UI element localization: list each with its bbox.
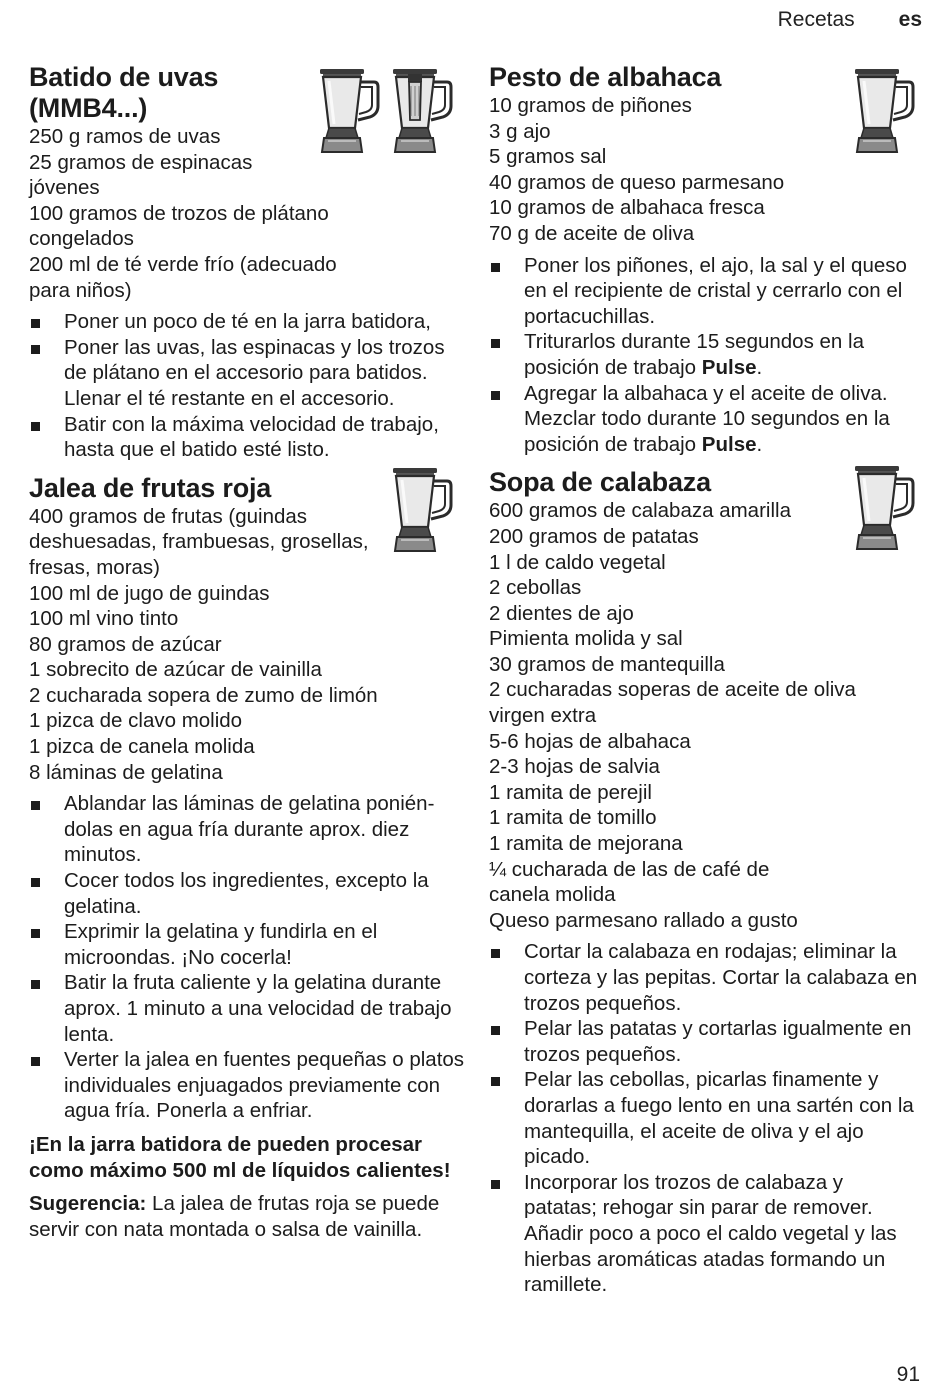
step: Exprimir la gelatina y fundirla en el microondas. ¡No cocerla! bbox=[29, 919, 469, 970]
ingredient: 25 gramos de espinacas bbox=[29, 150, 253, 174]
step-text: Agregar la albahaca y el aceite de oliva. Mezclar todo durante 10 segundos en la posición de trabajo bbox=[524, 381, 890, 456]
recipe-pesto bbox=[489, 62, 921, 457]
ingredient: 600 gramos de calabaza amarilla bbox=[489, 499, 791, 523]
warning-note: ¡En la jarra batidora de pueden procesar como máximo 500 ml de líquidos calientes! bbox=[29, 1132, 451, 1182]
step: Incorporar los trozos de calabaza y patatas; rehogar sin parar de remover. Añadir poco a poco el caldo vegetal y las hierbas aromáticas atadas formando un ramillete. bbox=[489, 1170, 921, 1298]
ingredient: 2 dientes de ajo bbox=[489, 601, 634, 625]
running-header bbox=[778, 8, 922, 32]
recipe-jalea bbox=[29, 473, 469, 1243]
section-label: Recetas bbox=[777, 8, 855, 31]
step: Poner un poco de té en la jarra batidora, bbox=[29, 309, 469, 335]
ingredient: 1 ramita de perejil bbox=[489, 780, 652, 804]
title-line-1: Batido de uvas bbox=[29, 62, 219, 92]
step-list bbox=[489, 939, 921, 1297]
step: Ablandar las láminas de gelatina poniéndolas en agua fría durante aprox. diez minutos. bbox=[29, 791, 469, 868]
left-column bbox=[29, 62, 469, 1242]
ingredient: 10 gramos de albahaca fresca bbox=[489, 196, 765, 220]
pulse-setting: Pulse bbox=[701, 432, 757, 456]
ingredient: 1 pizca de canela molida bbox=[29, 735, 255, 759]
recipe-title: Pesto de albahaca bbox=[489, 62, 722, 92]
ingredient: 1 sobrecito de azúcar de vainilla bbox=[29, 658, 322, 682]
ingredient: 70 g de aceite de oliva bbox=[489, 221, 695, 245]
ingredient: 2 cucharada sopera de zumo de limón bbox=[29, 683, 378, 707]
ingredient: congelados bbox=[29, 227, 134, 251]
step: Batir con la máxima velocidad de trabajo, hasta que el batido esté listo. bbox=[29, 412, 469, 463]
step-end: . bbox=[756, 432, 763, 456]
ingredient: Pimienta molida y sal bbox=[489, 627, 683, 651]
ingredient: 2-3 hojas de salvia bbox=[489, 755, 660, 779]
step-list bbox=[29, 309, 469, 463]
ingredient: canela molida bbox=[489, 883, 616, 907]
step: Cortar la calabaza en rodajas; eliminar la corteza y las pepitas. Cortar la calabaza en trozos pequeños. bbox=[489, 939, 921, 1016]
tip-text: La jalea de frutas roja se puede servir con nata montada o salsa de vainilla. bbox=[29, 1192, 440, 1241]
recipe-title: Jalea de frutas roja bbox=[29, 472, 272, 503]
ingredient: 200 ml de té verde frío (adecuado bbox=[29, 252, 337, 276]
step: Cocer todos los ingredientes, excepto la gelatina. bbox=[29, 868, 469, 919]
ingredient: 250 g ramos de uvas bbox=[29, 125, 221, 148]
ingredient: 400 gramos de frutas (guindas bbox=[29, 504, 308, 528]
step: Pelar las cebollas, picarlas finamente y dorarlas a fuego lento en una sartén con la mantequilla, el aceite de oliva y el ajo picado. bbox=[489, 1067, 921, 1169]
step bbox=[489, 381, 921, 458]
blender-icon bbox=[849, 68, 921, 154]
ingredient: 1 ramita de mejorana bbox=[489, 832, 683, 856]
blender-icon bbox=[314, 68, 386, 154]
ingredient-list bbox=[489, 498, 921, 933]
ingredient: ¼ cucharada de las de café de bbox=[489, 857, 770, 881]
recipe-batido bbox=[29, 62, 469, 463]
step: Poner los piñones, el ajo, la sal y el queso en el recipiente de cristal y cerrarlo con el portacuchillas. bbox=[489, 253, 921, 330]
step-list bbox=[29, 791, 469, 1124]
smoothie-blender-icon bbox=[387, 68, 459, 154]
ingredient: 100 ml vino tinto bbox=[29, 607, 179, 631]
tip-note bbox=[29, 1191, 469, 1242]
ingredient: virgen extra bbox=[489, 704, 597, 728]
language-code: es bbox=[898, 8, 922, 31]
step-end: . bbox=[756, 355, 763, 379]
ingredient: deshuesadas, frambuesas, grosellas, bbox=[29, 530, 369, 554]
ingredient: 3 g ajo bbox=[489, 119, 551, 143]
tip-label: Sugerencia: bbox=[29, 1192, 147, 1216]
ingredient: para niños) bbox=[29, 278, 132, 302]
ingredient: 8 láminas de gelatina bbox=[29, 760, 223, 784]
recipe-sopa bbox=[489, 467, 921, 1297]
ingredient: fresas, moras) bbox=[29, 555, 160, 579]
ingredient: 40 gramos de queso parmesano bbox=[489, 170, 785, 194]
ingredient: 1 pizca de clavo molido bbox=[29, 709, 243, 733]
blender-icon bbox=[849, 465, 921, 551]
step-text: Triturarlos durante 15 segundos en la posición de trabajo bbox=[524, 330, 864, 379]
step: Verter la jalea en fuentes pequeñas o platos individuales enjuagados previamente con agua fría. Ponerla a enfriar. bbox=[29, 1047, 469, 1124]
ingredient: jóvenes bbox=[29, 176, 100, 200]
ingredient: Queso parmesano rallado a gusto bbox=[489, 908, 798, 932]
step: Batir la fruta caliente y la gelatina durante aprox. 1 minuto a una velocidad de trabajo lenta. bbox=[29, 970, 469, 1047]
page-number: 91 bbox=[896, 1363, 920, 1386]
ingredient: 80 gramos de azúcar bbox=[29, 632, 222, 656]
step: Pelar las patatas y cortarlas igualmente en trozos pequeños. bbox=[489, 1016, 921, 1067]
step-list bbox=[489, 253, 921, 458]
pulse-setting: Pulse bbox=[701, 355, 757, 379]
ingredient: 5 gramos sal bbox=[489, 145, 607, 169]
ingredient: 1 l de caldo vegetal bbox=[489, 550, 666, 574]
ingredient: 200 gramos de patatas bbox=[489, 524, 699, 548]
ingredient: 5-6 hojas de albahaca bbox=[489, 729, 691, 753]
ingredient: 10 gramos de piñones bbox=[489, 94, 692, 117]
title-line-2: (MMB4...) bbox=[29, 93, 148, 123]
ingredient: 1 ramita de tomillo bbox=[489, 806, 657, 830]
ingredient: 100 ml de jugo de guindas bbox=[29, 581, 270, 605]
recipe-title: Sopa de calabaza bbox=[489, 467, 711, 498]
ingredient: 2 cebollas bbox=[489, 576, 582, 600]
step bbox=[489, 329, 921, 380]
ingredient: 30 gramos de mantequilla bbox=[489, 652, 725, 676]
ingredient: 2 cucharadas soperas de aceite de oliva bbox=[489, 678, 856, 702]
ingredient: 100 gramos de trozos de plátano bbox=[29, 201, 329, 225]
right-column bbox=[489, 62, 921, 1298]
step: Poner las uvas, las espinacas y los trozos de plátano en el accesorio para batidos. Llenar el té restante en el accesorio. bbox=[29, 335, 469, 412]
blender-icon bbox=[387, 467, 459, 553]
